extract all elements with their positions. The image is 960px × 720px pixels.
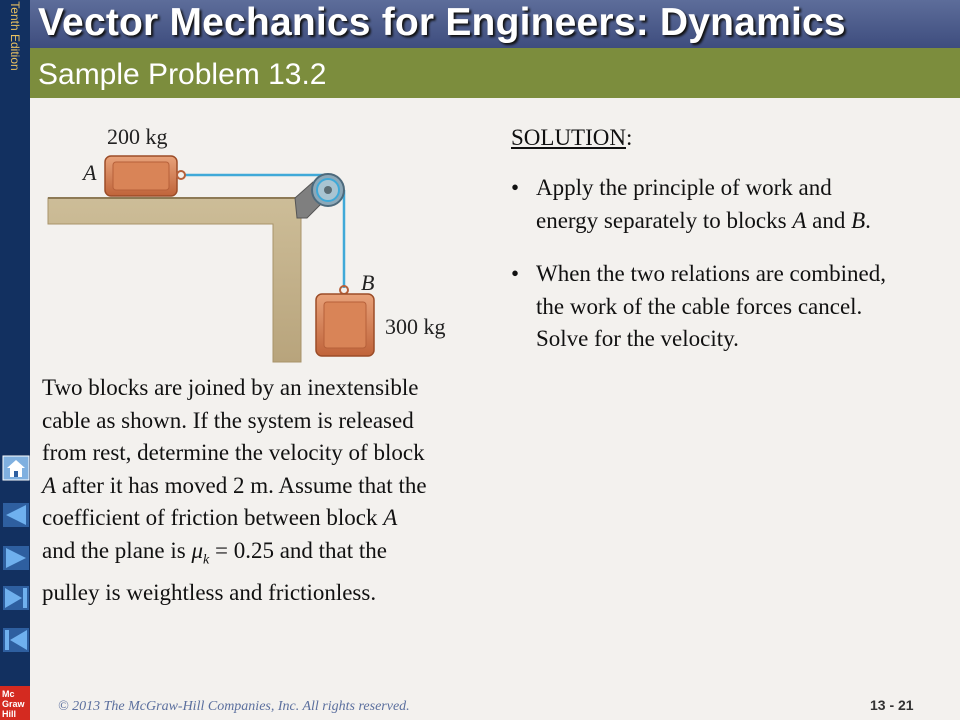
first-icon — [2, 627, 30, 653]
problem-line: Two blocks are joined by an inextensible — [42, 375, 419, 400]
solution-heading-text: SOLUTION — [511, 125, 626, 150]
course-header — [30, 0, 960, 48]
pulley — [312, 174, 344, 206]
next-icon — [2, 545, 30, 571]
block-a-label: A — [83, 160, 97, 185]
mu-symbol: μ — [191, 537, 204, 563]
variable-a: A — [42, 472, 57, 498]
horizontal-plane — [48, 198, 301, 362]
last-icon — [2, 585, 30, 611]
mcgraw-hill-logo — [0, 686, 30, 720]
problem-figure — [45, 118, 470, 368]
left-sidebar — [0, 0, 30, 720]
mass-a-label: 200 kg — [107, 124, 168, 149]
mass-b-label: 300 kg — [385, 314, 446, 339]
block-b — [316, 286, 374, 356]
problem-line: from rest, determine the velocity of block — [42, 440, 425, 465]
block-a — [105, 156, 185, 196]
solution-heading: SOLUTION: — [511, 125, 633, 150]
previous-icon — [2, 502, 30, 528]
bullet-marker: • — [511, 175, 520, 200]
bullet-marker: • — [511, 261, 520, 286]
problem-line: A after it has moved 2 m. Assume that the — [42, 472, 427, 498]
block-pulley-diagram — [45, 118, 470, 368]
last-slide-button[interactable] — [2, 585, 30, 611]
block-b-label: B — [361, 270, 375, 295]
solution-bullet-1: • Apply the principle of work and energy separately to blocks A and B. — [511, 172, 951, 237]
problem-line: pulley is weightless and frictionless. — [42, 579, 377, 605]
variable-b: B — [851, 207, 866, 233]
edition-label — [1, 1, 29, 71]
copyright-notice: © 2013 The McGraw-Hill Companies, Inc. All rights reserved. — [58, 699, 410, 714]
edition-text: Tenth Edition — [8, 1, 22, 71]
home-button[interactable] — [2, 455, 30, 481]
slide-title: Sample Problem 13.2 — [38, 58, 327, 91]
problem-statement — [42, 372, 502, 609]
next-slide-button[interactable] — [2, 545, 30, 571]
course-title: Vector Mechanics for Engineers: Dynamics — [38, 1, 846, 44]
slide-title-bar — [30, 48, 960, 98]
variable-a: A — [792, 207, 807, 233]
problem-line: cable as shown. If the system is released — [42, 407, 414, 433]
solution-bullet-2: • When the two relations are combined, the work of the cable forces cancel. Solve for the velocity. — [511, 258, 951, 356]
subscript-k: k — [203, 552, 210, 568]
problem-line: coefficient of friction between block A — [42, 505, 398, 530]
previous-slide-button[interactable] — [2, 502, 30, 528]
variable-a: A — [383, 505, 398, 530]
first-slide-button[interactable] — [2, 627, 30, 653]
problem-line: and the plane is $\mu_k = 0.25$ and that the — [42, 537, 388, 568]
home-icon — [2, 455, 30, 481]
logo-text: Mc Graw Hill — [2, 689, 25, 719]
slide-number: 13 - 21 — [870, 697, 914, 713]
